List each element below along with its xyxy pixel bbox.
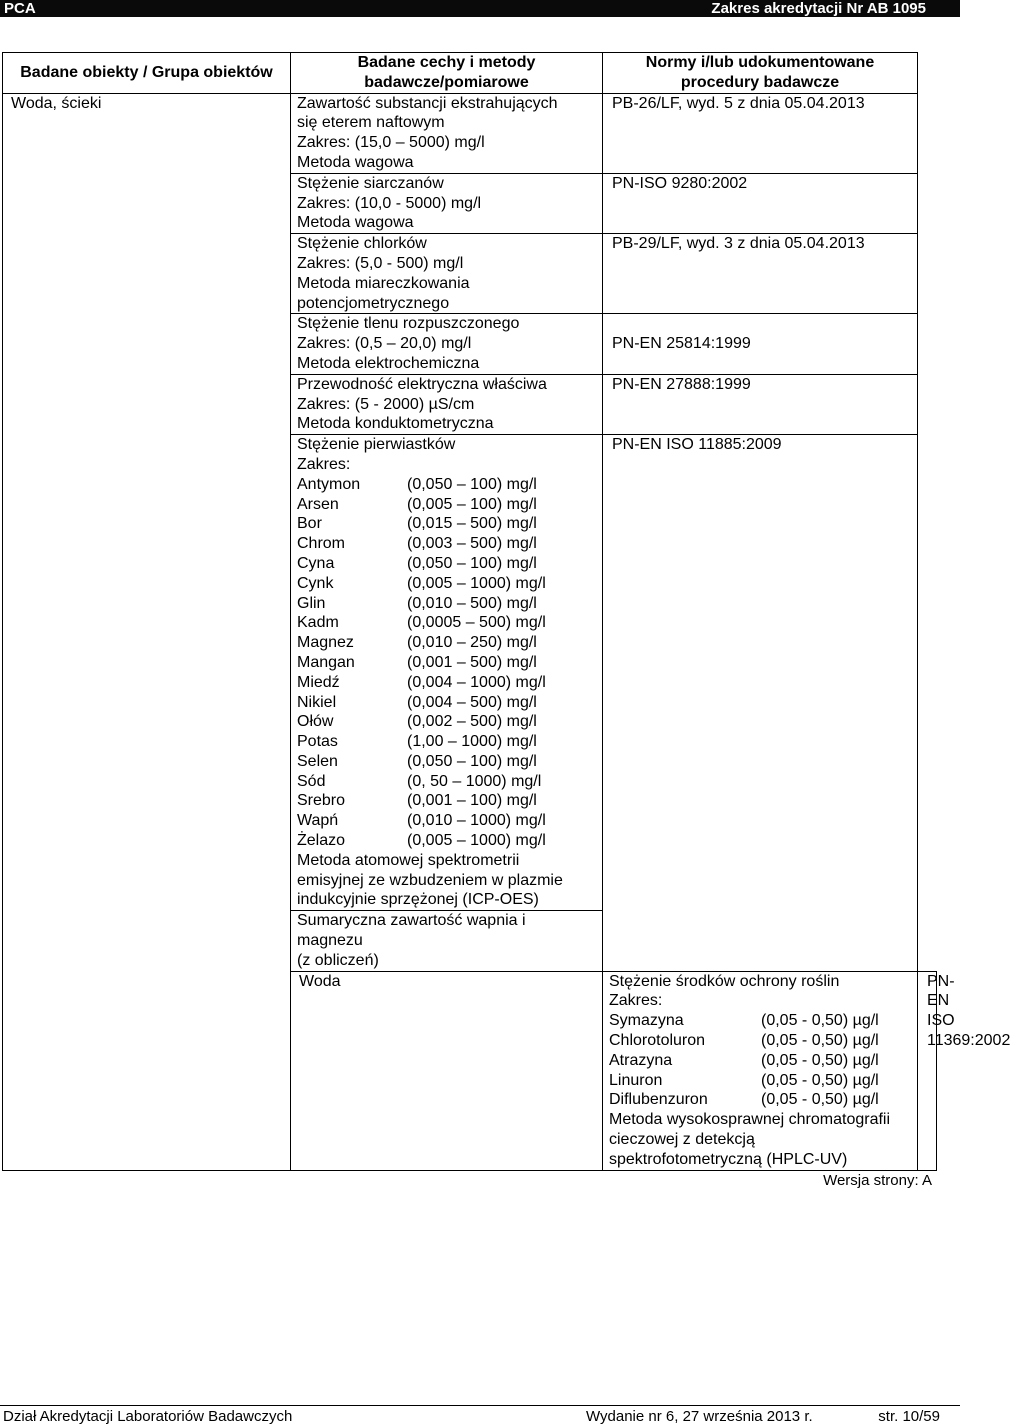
property-line: cieczowej z detekcją: [609, 1131, 755, 1149]
item-name: Wapń: [297, 812, 339, 830]
norm-cell: PN-EN ISO 11885:2009: [603, 435, 918, 972]
item-range: (1,00 – 1000) mg/l: [407, 733, 537, 751]
item-range: (0,050 – 100) mg/l: [407, 752, 537, 770]
table-header-row: [3, 53, 937, 94]
item-name: Kadm: [297, 614, 339, 632]
col-header-properties: Badane cechy i metody badawcze/pomiarowe: [291, 53, 603, 94]
property-line: Metoda wagowa: [297, 214, 414, 232]
item-range: (0,050 – 100) mg/l: [407, 475, 537, 493]
property-line: Zakres: (10,0 - 5000) mg/l: [297, 194, 482, 212]
list-item: [609, 1051, 917, 1071]
footer-department: Dział Akredytacji Laboratoriów Badawczych: [3, 1408, 293, 1425]
list-item: [297, 772, 602, 792]
object-cell-woda: Woda: [291, 971, 603, 1170]
property-cell-elements: [291, 435, 603, 911]
item-range: (0,005 – 100) mg/l: [407, 495, 537, 513]
item-name: Nikiel: [297, 693, 337, 711]
property-cell: [291, 234, 603, 314]
property-line: Zakres: (5 - 2000) µS/cm: [297, 395, 475, 413]
item-range: (0,05 - 0,50) µg/l: [761, 1091, 879, 1109]
pesticides-list: [609, 1011, 917, 1110]
item-name: Selen: [297, 752, 338, 770]
list-item: [297, 633, 602, 653]
item-range: (0,010 – 500) mg/l: [407, 594, 537, 612]
property-line: emisyjnej ze wzbudzeniem w plazmie: [297, 871, 563, 889]
property-line: Stężenie tlenu rozpuszczonego: [297, 315, 520, 333]
norm-cell: PN-EN 27888:1999: [603, 374, 918, 434]
list-item: [297, 791, 602, 811]
table-row: [3, 93, 937, 173]
property-line: Metoda wagowa: [297, 153, 414, 171]
header-org: PCA: [4, 0, 36, 17]
property-line: Stężenie chlorków: [297, 235, 427, 253]
property-line: indukcyjnie sprzężonej (ICP-OES): [297, 891, 539, 909]
property-line: Metoda elektrochemiczna: [297, 354, 480, 372]
property-cell: [291, 93, 603, 173]
norm-cell: PN-ISO 9280:2002: [603, 173, 918, 233]
item-range: (0,002 – 500) mg/l: [407, 713, 537, 731]
elements-list: [297, 475, 602, 851]
item-name: Linuron: [609, 1071, 663, 1089]
norm-text: PN-EN 25814:1999: [612, 335, 751, 353]
item-name: Miedź: [297, 673, 340, 691]
item-range: (0,001 – 100) mg/l: [407, 792, 537, 810]
property-line: Sumaryczna zawartość wapnia i: [297, 912, 526, 930]
property-line: potencjometrycznego: [297, 294, 450, 312]
list-item: [297, 732, 602, 752]
object-cell-woda-scieki: Woda, ścieki: [3, 93, 291, 1170]
footer-page-number: str. 10/59: [878, 1408, 940, 1425]
list-item: [609, 1071, 917, 1091]
property-line: się eterem naftowym: [297, 114, 445, 132]
property-line: magnezu: [297, 932, 363, 950]
property-line: Stężenie siarczanów: [297, 174, 444, 192]
item-name: Bor: [297, 515, 322, 533]
item-range: (0,003 – 500) mg/l: [407, 535, 537, 553]
item-name: Chrom: [297, 535, 346, 553]
property-line: Metoda atomowej spektrometrii: [297, 851, 520, 869]
list-item: [609, 1031, 917, 1051]
item-name: Sód: [297, 772, 326, 790]
item-name: Antymon: [297, 475, 361, 493]
item-name: Diflubenzuron: [609, 1091, 708, 1109]
list-item: [297, 613, 602, 633]
list-item: [297, 831, 602, 851]
list-item: [297, 574, 602, 594]
property-line: Metoda konduktometryczna: [297, 415, 494, 433]
list-item: [297, 653, 602, 673]
norm-cell: [603, 314, 918, 374]
property-line: Zakres: (5,0 - 500) mg/l: [297, 254, 464, 272]
list-item: [609, 1011, 917, 1031]
item-name: Potas: [297, 733, 338, 751]
item-range: (0,015 – 500) mg/l: [407, 515, 537, 533]
item-name: Symazyna: [609, 1012, 684, 1030]
property-line: spektrofotometryczną (HPLC-UV): [609, 1150, 848, 1168]
page-header-bar: [0, 0, 960, 17]
item-range: (0,005 – 1000) mg/l: [407, 832, 546, 850]
property-cell-hardness: [291, 911, 603, 971]
property-cell: [291, 374, 603, 434]
property-line: Metoda miareczkowania: [297, 274, 470, 292]
list-item: [297, 534, 602, 554]
item-name: Magnez: [297, 634, 354, 652]
norm-cell: PB-29/LF, wyd. 3 z dnia 05.04.2013: [603, 234, 918, 314]
col-header-objects: Badane obiekty / Grupa obiektów: [3, 53, 291, 94]
list-item: [297, 594, 602, 614]
list-item: [297, 693, 602, 713]
pesticides-title: Stężenie środków ochrony roślin: [609, 972, 840, 990]
footer-edition: Wydanie nr 6, 27 września 2013 r.: [586, 1408, 813, 1425]
item-range: (0,05 - 0,50) µg/l: [761, 1012, 879, 1030]
item-name: Cyna: [297, 554, 335, 572]
col-header-norms: Normy i/lub udokumentowane procedury badawcze: [603, 53, 918, 94]
item-range: (0,010 – 1000) mg/l: [407, 812, 546, 830]
list-item: [297, 673, 602, 693]
list-item: [297, 554, 602, 574]
pesticides-zakres: Zakres:: [609, 992, 663, 1010]
property-line: Zakres: (0,5 – 20,0) mg/l: [297, 335, 472, 353]
list-item: [609, 1090, 917, 1110]
property-line: Przewodność elektryczna właściwa: [297, 375, 547, 393]
norm-cell: PB-26/LF, wyd. 5 z dnia 05.04.2013: [603, 93, 918, 173]
accreditation-table: [2, 52, 1010, 1171]
list-item: [297, 475, 602, 495]
item-range: (0,001 – 500) mg/l: [407, 653, 537, 671]
item-range: (0,004 – 500) mg/l: [407, 693, 537, 711]
list-item: [297, 514, 602, 534]
property-line: Zawartość substancji ekstrahujących: [297, 94, 558, 112]
item-range: (0, 50 – 1000) mg/l: [407, 772, 542, 790]
item-range: (0,05 - 0,50) µg/l: [761, 1071, 879, 1089]
item-range: (0,005 – 1000) mg/l: [407, 574, 546, 592]
list-item: [297, 811, 602, 831]
item-name: Żelazo: [297, 832, 346, 850]
list-item: [297, 752, 602, 772]
page-footer: [0, 1405, 960, 1426]
property-line: Metoda wysokosprawnej chromatografii: [609, 1111, 891, 1129]
header-title: Zakres akredytacji Nr AB 1095: [711, 0, 926, 17]
property-line: Zakres: (15,0 – 5000) mg/l: [297, 134, 485, 152]
item-name: Arsen: [297, 495, 339, 513]
item-range: (0,0005 – 500) mg/l: [407, 614, 546, 632]
property-line: (z obliczeń): [297, 951, 379, 969]
item-name: Ołów: [297, 713, 334, 731]
item-range: (0,05 - 0,50) µg/l: [761, 1032, 879, 1050]
item-name: Cynk: [297, 574, 334, 592]
item-name: Srebro: [297, 792, 346, 810]
page-version: Wersja strony: A: [823, 1172, 932, 1189]
elements-title: Stężenie pierwiastków: [297, 436, 456, 454]
list-item: [297, 712, 602, 732]
item-range: (0,05 - 0,50) µg/l: [761, 1051, 879, 1069]
item-name: Chlorotoluron: [609, 1032, 706, 1050]
item-range: (0,050 – 100) mg/l: [407, 554, 537, 572]
item-name: Atrazyna: [609, 1051, 673, 1069]
property-cell-pesticides: [603, 971, 918, 1170]
property-cell: [291, 314, 603, 374]
item-range: (0,004 – 1000) mg/l: [407, 673, 546, 691]
property-cell: [291, 173, 603, 233]
elements-zakres: Zakres:: [297, 455, 351, 473]
item-range: (0,010 – 250) mg/l: [407, 634, 537, 652]
item-name: Glin: [297, 594, 326, 612]
list-item: [297, 495, 602, 515]
item-name: Mangan: [297, 653, 355, 671]
norm-cell: PN-EN ISO 11369:2002: [918, 971, 937, 1170]
